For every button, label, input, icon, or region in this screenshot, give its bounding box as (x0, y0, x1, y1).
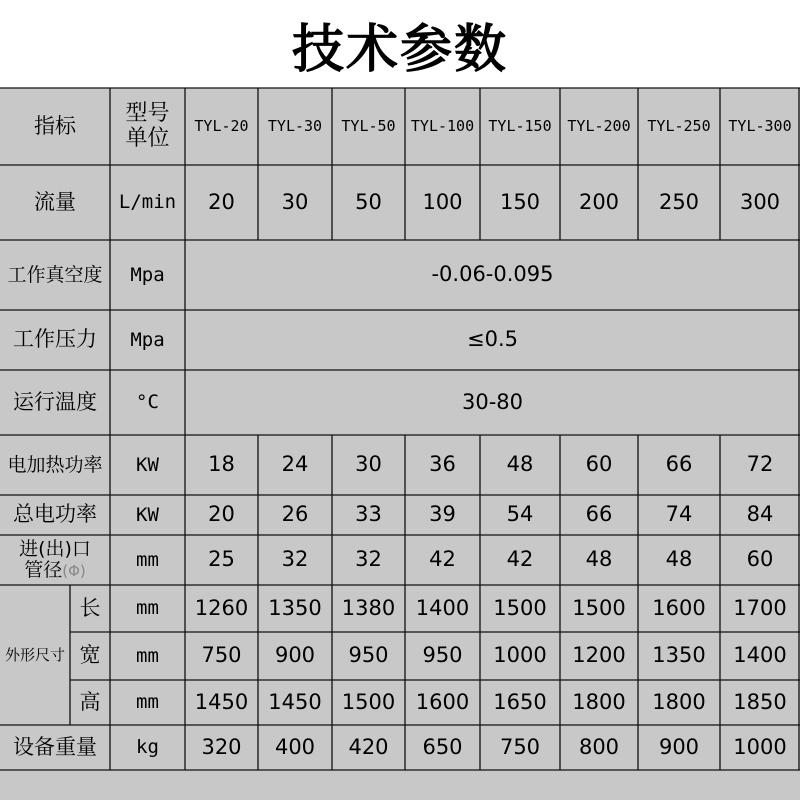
value-cell: 1650 (493, 689, 547, 714)
header-indicator-label: 指标 (34, 113, 76, 138)
model-header-cell: TYL-100 (410, 117, 475, 136)
value-cell: 1500 (572, 595, 626, 620)
dim-label-height: 高 (79, 689, 101, 714)
value-cell: 1450 (194, 689, 249, 714)
row-unit-flow: L/min (118, 191, 177, 214)
row-unit-temperature: °C (136, 391, 159, 414)
value-cell: 36 (429, 452, 456, 477)
dim-unit-width: mm (136, 644, 159, 667)
value-cell: 1400 (733, 643, 787, 668)
row-label-total_power: 总电功率 (13, 502, 97, 527)
value-cell: 1000 (493, 643, 547, 668)
model-header-cell: TYL-150 (488, 117, 552, 136)
model-header-cell: TYL-250 (647, 117, 711, 136)
port-diameter-label-a: 管径 (24, 559, 63, 581)
value-cell: 48 (585, 547, 613, 572)
model-header-cell: TYL-30 (267, 117, 323, 136)
value-cell: 1800 (572, 689, 626, 714)
row-unit-weight: kg (136, 736, 159, 759)
value-cell: 200 (578, 189, 620, 214)
value-cell: 1600 (415, 689, 470, 714)
value-cell: 1500 (341, 689, 396, 714)
dim-label-width: 宽 (79, 643, 101, 668)
merged-value-temperature: 30-80 (461, 389, 524, 414)
value-cell: 100 (422, 189, 463, 214)
value-cell: 800 (578, 734, 620, 759)
value-cell: 1400 (415, 595, 470, 620)
value-cell: 30 (355, 452, 382, 477)
value-cell: 1000 (733, 734, 787, 759)
value-cell: 1700 (733, 595, 787, 620)
port-diameter-label-line2 (24, 560, 86, 581)
row-label-temperature: 运行温度 (13, 389, 97, 414)
value-cell: 42 (506, 547, 534, 572)
value-cell: 25 (208, 547, 235, 572)
row-label-heating_power: 电加热功率 (7, 453, 103, 476)
value-cell: 950 (348, 643, 389, 668)
value-cell: 26 (281, 502, 309, 527)
row-label-dimensions: 外形尺寸 (4, 645, 65, 664)
merged-value-vacuum: -0.06-0.095 (431, 262, 554, 287)
value-cell: 150 (499, 189, 541, 214)
value-cell: 18 (208, 452, 235, 477)
row-label-vacuum: 工作真空度 (7, 263, 103, 286)
value-cell: 50 (355, 189, 382, 214)
value-cell: 84 (746, 502, 774, 527)
value-cell: 900 (274, 643, 316, 668)
value-cell: 30 (281, 189, 309, 214)
value-cell: 1200 (572, 643, 626, 668)
value-cell: 32 (355, 547, 382, 572)
merged-value-pressure: ≤0.5 (467, 327, 518, 352)
value-cell: 1850 (733, 689, 787, 714)
value-cell: 900 (658, 734, 700, 759)
value-cell: 1380 (341, 595, 396, 620)
row-unit-pressure: Mpa (130, 328, 165, 351)
dim-unit-length: mm (136, 597, 159, 620)
value-cell: 250 (658, 189, 700, 214)
value-cell: 1500 (493, 595, 547, 620)
port-diameter-label-b: (Φ) (62, 562, 86, 580)
dim-unit-height: mm (136, 691, 159, 714)
model-header-cell: TYL-200 (567, 117, 631, 136)
row-label-pressure: 工作压力 (13, 327, 97, 352)
value-cell: 66 (585, 502, 613, 527)
value-cell: 42 (429, 547, 456, 572)
value-cell: 33 (355, 502, 382, 527)
value-cell: 950 (422, 643, 463, 668)
row-unit-total_power: KW (136, 503, 159, 526)
model-header-cell: TYL-300 (728, 117, 792, 136)
row-unit-heating_power: KW (136, 453, 159, 476)
header-model-unit-line: 单位 (125, 125, 170, 151)
header-model-unit-line: 型号 (125, 101, 170, 127)
value-cell: 60 (585, 452, 613, 477)
row-unit-vacuum: Mpa (130, 263, 165, 286)
value-cell: 750 (201, 643, 242, 668)
value-cell: 320 (201, 734, 242, 759)
model-header-cell: TYL-20 (194, 117, 249, 136)
value-cell: 650 (422, 734, 463, 759)
value-cell: 300 (739, 189, 781, 214)
value-cell: 48 (506, 452, 534, 477)
value-cell: 24 (281, 452, 309, 477)
value-cell: 39 (429, 502, 456, 527)
row-unit-port-diameter: mm (136, 548, 159, 571)
page-title: 技术参数 (291, 19, 508, 80)
value-cell: 420 (348, 734, 389, 759)
value-cell: 72 (746, 452, 774, 477)
header-model-unit-label (110, 88, 185, 165)
model-header-cell: TYL-50 (341, 117, 396, 136)
value-cell: 750 (499, 734, 541, 759)
value-cell: 1350 (652, 643, 706, 668)
value-cell: 20 (208, 189, 235, 214)
value-cell: 54 (506, 502, 534, 527)
value-cell: 400 (274, 734, 316, 759)
value-cell: 1260 (194, 595, 249, 620)
value-cell: 1600 (652, 595, 706, 620)
row-label-port-diameter (0, 535, 110, 585)
value-cell: 1800 (652, 689, 706, 714)
value-cell: 1450 (268, 689, 322, 714)
value-cell: 66 (665, 452, 693, 477)
value-cell: 74 (665, 502, 693, 527)
port-diameter-label-line1: 进(出)口 (19, 538, 91, 561)
row-label-flow: 流量 (34, 189, 76, 214)
value-cell: 20 (208, 502, 235, 527)
row-label-weight: 设备重量 (13, 734, 97, 759)
value-cell: 1350 (268, 595, 322, 620)
value-cell: 60 (746, 547, 774, 572)
value-cell: 32 (281, 547, 309, 572)
value-cell: 48 (665, 547, 693, 572)
dim-label-length: 长 (79, 595, 101, 620)
